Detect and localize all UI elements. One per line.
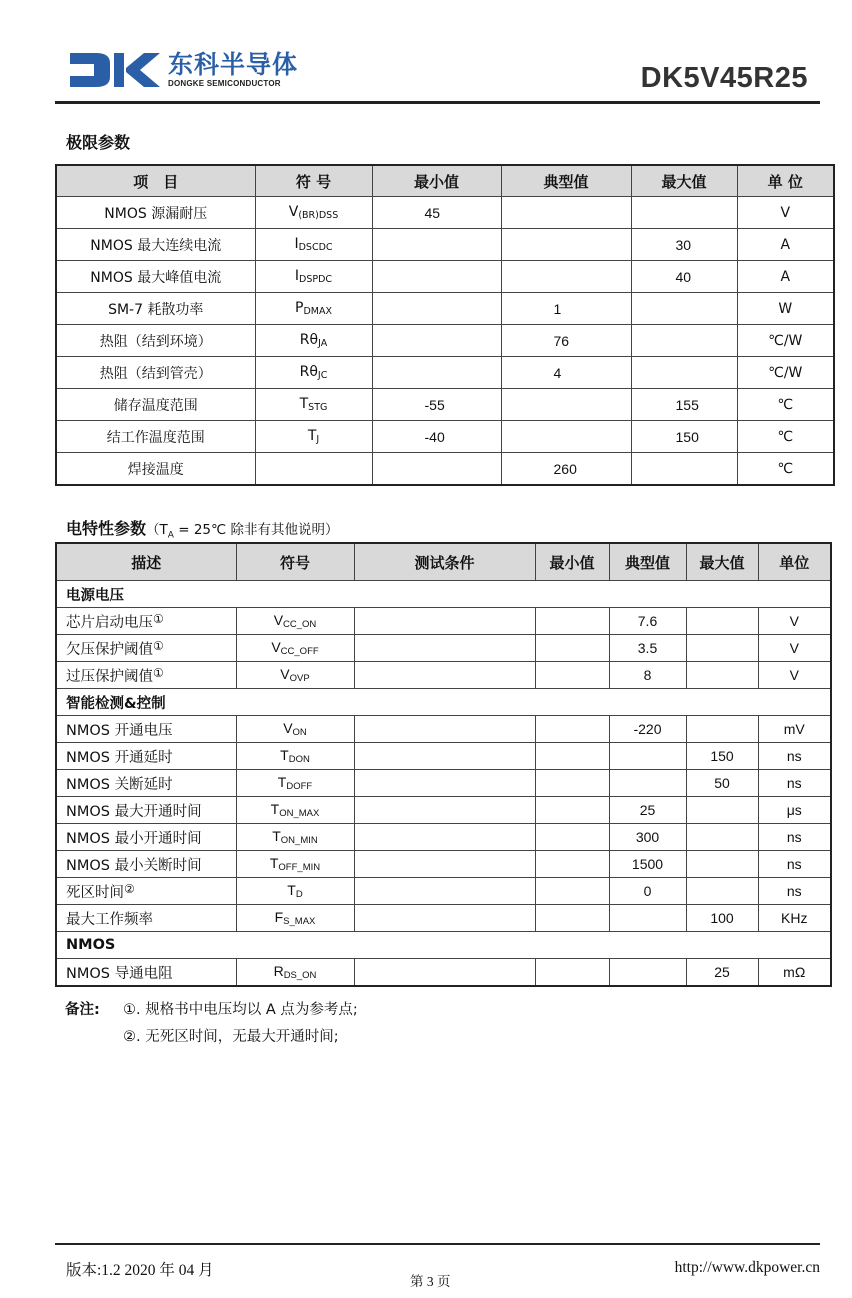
symbol-base: Rθ xyxy=(299,364,318,380)
abs-header-cell: 典型值 xyxy=(501,165,631,197)
symbol-subscript: DSPDC xyxy=(299,274,333,285)
abs-item-cell: 结工作温度范围 xyxy=(56,421,255,453)
logo-chinese-name: 东科半导体 xyxy=(168,50,299,79)
elec-desc-text: 过压保护阈值 xyxy=(66,668,153,685)
elec-symbol-cell xyxy=(236,959,354,987)
logo-english-name: DONGKE SEMICONDUCTOR xyxy=(168,79,281,88)
symbol-base: T xyxy=(272,828,281,844)
elec-table-row xyxy=(56,797,831,824)
elec-unit-cell: KHz xyxy=(758,905,831,932)
abs-item-cell: 焊接温度 xyxy=(56,453,255,486)
elec-table-row xyxy=(56,851,831,878)
elec-desc-text: NMOS 开通延时 xyxy=(66,749,173,766)
elec-desc-text: 最大工作频率 xyxy=(66,911,153,928)
abs-max-cell: 150 xyxy=(631,421,737,453)
elec-desc-text: NMOS 最小关断时间 xyxy=(66,857,202,874)
abs-min-cell: -40 xyxy=(372,421,501,453)
symbol-base: T xyxy=(287,882,296,898)
elec-typ-cell: 1500 xyxy=(609,851,686,878)
header-divider xyxy=(55,101,820,104)
elec-cond-cell xyxy=(354,608,535,635)
symbol-subscript: DS_ON xyxy=(283,970,317,981)
symbol-base: T xyxy=(280,747,289,763)
elec-desc-text: NMOS 最小开通时间 xyxy=(66,830,202,847)
elec-cond-cell xyxy=(354,905,535,932)
elec-max-cell xyxy=(686,608,758,635)
elec-desc-text: 欠压保护阈值 xyxy=(66,641,153,658)
abs-symbol-cell xyxy=(255,325,372,357)
symbol-subscript: ON_MAX xyxy=(279,808,320,819)
elec-title-text: 电特性参数 xyxy=(66,519,147,538)
elec-symbol-cell xyxy=(236,824,354,851)
elec-header-cell: 典型值 xyxy=(609,543,686,581)
symbol-base: Rθ xyxy=(299,332,319,348)
symbol-subscript: ON xyxy=(292,727,307,738)
elec-desc-cell xyxy=(56,824,236,851)
abs-min-cell xyxy=(372,261,501,293)
elec-unit-cell: ns xyxy=(758,851,831,878)
elec-group-label: 电源电压 xyxy=(56,581,831,608)
elec-symbol-cell xyxy=(236,878,354,905)
elec-min-cell xyxy=(535,635,609,662)
elec-symbol-cell xyxy=(236,770,354,797)
elec-symbol-cell xyxy=(236,608,354,635)
abs-max-cell: 30 xyxy=(631,229,737,261)
elec-table-row xyxy=(56,662,831,689)
abs-item-cell: NMOS 最大连续电流 xyxy=(56,229,255,261)
abs-symbol-cell xyxy=(255,229,372,261)
abs-typ-cell xyxy=(501,261,631,293)
elec-max-cell xyxy=(686,716,758,743)
abs-typ-cell xyxy=(501,389,631,421)
elec-max-cell xyxy=(686,635,758,662)
elec-cond-cell xyxy=(354,635,535,662)
elec-unit-cell: ns xyxy=(758,878,831,905)
symbol-base: I xyxy=(294,268,300,284)
elec-header-cell: 最小值 xyxy=(535,543,609,581)
elec-cond-cell xyxy=(354,878,535,905)
elec-table-row xyxy=(56,959,831,987)
abs-min-cell xyxy=(372,325,501,357)
footnote-marker: ① xyxy=(153,638,164,653)
abs-item-cell: NMOS 最大峰值电流 xyxy=(56,261,255,293)
notes-block xyxy=(65,995,358,1049)
elec-desc-text: NMOS 开通电压 xyxy=(66,722,173,739)
elec-desc-text: 芯片启动电压 xyxy=(66,614,153,631)
elec-symbol-cell xyxy=(236,743,354,770)
symbol-subscript: STG xyxy=(308,402,328,413)
symbol-subscript: ON_MIN xyxy=(280,835,318,846)
abs-unit-cell: ℃ xyxy=(737,453,834,486)
symbol-base: R xyxy=(273,963,284,979)
abs-max-cell xyxy=(631,325,737,357)
elec-char-table xyxy=(55,542,832,987)
symbol-subscript: J xyxy=(316,434,320,445)
abs-min-cell xyxy=(372,357,501,389)
elec-typ-cell: 3.5 xyxy=(609,635,686,662)
elec-unit-cell: ns xyxy=(758,824,831,851)
abs-table-row xyxy=(56,261,834,293)
elec-typ-cell: -220 xyxy=(609,716,686,743)
elec-cond-cell xyxy=(354,797,535,824)
elec-typ-cell: 25 xyxy=(609,797,686,824)
elec-typ-cell: 7.6 xyxy=(609,608,686,635)
abs-max-cell xyxy=(631,357,737,389)
symbol-base: T xyxy=(277,774,287,790)
symbol-base: V xyxy=(273,612,284,628)
elec-min-cell xyxy=(535,716,609,743)
elec-group-label: NMOS xyxy=(56,932,831,959)
abs-symbol-cell xyxy=(255,453,372,486)
abs-max-section-title: 极限参数 xyxy=(66,133,131,152)
elec-symbol-cell xyxy=(236,716,354,743)
symbol-base: V xyxy=(271,639,281,655)
abs-unit-cell: ℃ xyxy=(737,389,834,421)
elec-desc-text: NMOS 关断延时 xyxy=(66,776,173,793)
symbol-subscript: CC_OFF xyxy=(280,646,319,657)
elec-cond-cell xyxy=(354,851,535,878)
abs-table-row xyxy=(56,293,834,325)
elec-cond-cell xyxy=(354,770,535,797)
abs-header-cell: 项 目 xyxy=(56,165,255,197)
abs-unit-cell: A xyxy=(737,261,834,293)
elec-unit-cell: V xyxy=(758,662,831,689)
elec-min-cell xyxy=(535,851,609,878)
abs-header-cell: 最大值 xyxy=(631,165,737,197)
abs-max-cell: 155 xyxy=(631,389,737,421)
abs-header-cell: 最小值 xyxy=(372,165,501,197)
elec-symbol-cell xyxy=(236,905,354,932)
elec-table-row xyxy=(56,743,831,770)
elec-table-row xyxy=(56,824,831,851)
symbol-base: P xyxy=(295,300,304,316)
footnote-marker: ① xyxy=(153,611,164,626)
abs-item-cell: SM-7 耗散功率 xyxy=(56,293,255,325)
elec-desc-cell xyxy=(56,716,236,743)
elec-min-cell xyxy=(535,878,609,905)
footnote-marker: ② xyxy=(124,881,135,896)
abs-min-cell: 45 xyxy=(372,197,501,229)
symbol-subscript: OVP xyxy=(289,673,310,684)
elec-symbol-cell xyxy=(236,851,354,878)
abs-unit-cell: ℃/W xyxy=(737,325,834,357)
elec-group-label: 智能检测&控制 xyxy=(56,689,831,716)
abs-symbol-cell xyxy=(255,197,372,229)
elec-typ-cell xyxy=(609,743,686,770)
abs-symbol-cell xyxy=(255,389,372,421)
dk-logo-icon xyxy=(70,51,162,89)
elec-group-row xyxy=(56,581,831,608)
symbol-subscript: JA xyxy=(318,338,328,349)
abs-min-cell: -55 xyxy=(372,389,501,421)
abs-header-cell: 单 位 xyxy=(737,165,834,197)
elec-max-cell xyxy=(686,878,758,905)
symbol-subscript: (BR)DSS xyxy=(298,210,339,221)
abs-max-table xyxy=(55,164,835,486)
abs-header-cell: 符 号 xyxy=(255,165,372,197)
note-2: ②. 无死区时间，无最大开通时间; xyxy=(123,1029,339,1045)
abs-table-row xyxy=(56,325,834,357)
elec-max-cell xyxy=(686,824,758,851)
abs-symbol-cell xyxy=(255,421,372,453)
footer-page-number: 第 3 页 xyxy=(410,1274,451,1289)
symbol-base: T xyxy=(269,855,279,871)
elec-unit-cell: μs xyxy=(758,797,831,824)
symbol-base: V xyxy=(283,720,293,736)
elec-table-row xyxy=(56,878,831,905)
elec-desc-cell xyxy=(56,662,236,689)
elec-table-row xyxy=(56,905,831,932)
elec-typ-cell: 8 xyxy=(609,662,686,689)
symbol-base: V xyxy=(288,204,299,220)
symbol-subscript: DMAX xyxy=(303,306,332,317)
elec-max-cell: 150 xyxy=(686,743,758,770)
elec-unit-cell: V xyxy=(758,608,831,635)
abs-table-row xyxy=(56,389,834,421)
company-logo xyxy=(70,47,298,89)
symbol-base: T xyxy=(307,428,317,444)
abs-min-cell xyxy=(372,453,501,486)
abs-table-row xyxy=(56,357,834,389)
elec-desc-cell xyxy=(56,797,236,824)
symbol-base: I xyxy=(294,236,299,252)
elec-table-row xyxy=(56,770,831,797)
elec-min-cell xyxy=(535,905,609,932)
abs-unit-cell: ℃ xyxy=(737,421,834,453)
abs-max-cell xyxy=(631,293,737,325)
abs-item-cell: NMOS 源漏耐压 xyxy=(56,197,255,229)
elec-desc-text: NMOS 导通电阻 xyxy=(66,965,173,982)
abs-min-cell xyxy=(372,229,501,261)
elec-max-cell xyxy=(686,797,758,824)
footer-divider xyxy=(55,1243,820,1245)
symbol-subscript: D xyxy=(295,889,303,900)
elec-desc-text: NMOS 最大开通时间 xyxy=(66,803,202,820)
elec-header-cell: 测试条件 xyxy=(354,543,535,581)
elec-desc-text: 死区时间 xyxy=(66,884,124,901)
abs-unit-cell: V xyxy=(737,197,834,229)
abs-table-row xyxy=(56,421,834,453)
elec-typ-cell: 0 xyxy=(609,878,686,905)
symbol-base: T xyxy=(299,396,309,412)
abs-table-row xyxy=(56,453,834,486)
elec-symbol-cell xyxy=(236,797,354,824)
abs-max-cell xyxy=(631,197,737,229)
abs-typ-cell xyxy=(501,421,631,453)
elec-unit-cell: ns xyxy=(758,743,831,770)
elec-cond-cell xyxy=(354,743,535,770)
elec-desc-cell xyxy=(56,878,236,905)
elec-min-cell xyxy=(535,959,609,987)
symbol-subscript: S_MAX xyxy=(283,916,316,927)
footer-version: 版本:1.2 2020 年 04 月 xyxy=(66,1262,214,1279)
notes-label: 备注: xyxy=(65,1002,100,1018)
elec-unit-cell: V xyxy=(758,635,831,662)
elec-min-cell xyxy=(535,662,609,689)
abs-typ-cell xyxy=(501,229,631,261)
elec-cond-cell xyxy=(354,959,535,987)
symbol-subscript: DSCDC xyxy=(298,242,333,253)
symbol-base: T xyxy=(270,801,280,817)
elec-max-cell: 25 xyxy=(686,959,758,987)
elec-header-cell: 单位 xyxy=(758,543,831,581)
elec-min-cell xyxy=(535,770,609,797)
elec-max-cell: 50 xyxy=(686,770,758,797)
elec-header-cell: 最大值 xyxy=(686,543,758,581)
abs-symbol-cell xyxy=(255,357,372,389)
elec-desc-cell xyxy=(56,851,236,878)
abs-typ-cell: 4 xyxy=(501,357,631,389)
elec-unit-cell: mΩ xyxy=(758,959,831,987)
abs-typ-cell xyxy=(501,197,631,229)
symbol-base: V xyxy=(280,666,290,682)
elec-min-cell xyxy=(535,824,609,851)
abs-typ-cell: 76 xyxy=(501,325,631,357)
elec-typ-cell xyxy=(609,770,686,797)
elec-header-cell: 符号 xyxy=(236,543,354,581)
elec-section-title xyxy=(66,516,338,541)
abs-symbol-cell xyxy=(255,293,372,325)
elec-min-cell xyxy=(535,743,609,770)
elec-typ-cell: 300 xyxy=(609,824,686,851)
elec-table-row xyxy=(56,716,831,743)
elec-cond-cell xyxy=(354,824,535,851)
symbol-subscript: DON xyxy=(288,754,310,765)
symbol-subscript: JC xyxy=(317,370,328,381)
elec-max-cell xyxy=(686,851,758,878)
note-1: ①. 规格书中电压均以 A 点为参考点; xyxy=(123,1002,358,1018)
abs-typ-cell: 1 xyxy=(501,293,631,325)
document-part-number: DK5V45R25 xyxy=(640,62,808,94)
elec-cond-cell xyxy=(354,716,535,743)
elec-typ-cell xyxy=(609,959,686,987)
abs-typ-cell: 260 xyxy=(501,453,631,486)
elec-header-cell: 描述 xyxy=(56,543,236,581)
abs-symbol-cell xyxy=(255,261,372,293)
elec-max-cell xyxy=(686,662,758,689)
abs-item-cell: 热阻（结到管壳） xyxy=(56,357,255,389)
elec-typ-cell xyxy=(609,905,686,932)
abs-unit-cell: A xyxy=(737,229,834,261)
footnote-marker: ① xyxy=(153,665,164,680)
abs-max-cell xyxy=(631,453,737,486)
elec-table-row xyxy=(56,635,831,662)
abs-item-cell: 热阻（结到环境） xyxy=(56,325,255,357)
elec-symbol-cell xyxy=(236,635,354,662)
elec-max-cell: 100 xyxy=(686,905,758,932)
symbol-subscript: DOFF xyxy=(286,781,313,792)
elec-table-row xyxy=(56,608,831,635)
elec-cond-cell xyxy=(354,662,535,689)
symbol-subscript: CC_ON xyxy=(283,619,317,630)
elec-desc-cell xyxy=(56,959,236,987)
elec-desc-cell xyxy=(56,905,236,932)
elec-symbol-cell xyxy=(236,662,354,689)
elec-group-row xyxy=(56,689,831,716)
abs-table-row xyxy=(56,197,834,229)
abs-unit-cell: W xyxy=(737,293,834,325)
footer-url[interactable]: http://www.dkpower.cn xyxy=(674,1259,820,1276)
elec-condition: （$T_A$ = 25℃ 除非有其他说明） xyxy=(146,522,339,541)
elec-unit-cell: mV xyxy=(758,716,831,743)
abs-min-cell xyxy=(372,293,501,325)
elec-desc-cell xyxy=(56,608,236,635)
elec-desc-cell xyxy=(56,743,236,770)
elec-min-cell xyxy=(535,797,609,824)
elec-desc-cell xyxy=(56,770,236,797)
abs-table-row xyxy=(56,229,834,261)
symbol-subscript: OFF_MIN xyxy=(278,862,321,873)
abs-max-cell: 40 xyxy=(631,261,737,293)
elec-group-row xyxy=(56,932,831,959)
elec-desc-cell xyxy=(56,635,236,662)
elec-unit-cell: ns xyxy=(758,770,831,797)
abs-unit-cell: ℃/W xyxy=(737,357,834,389)
symbol-base: F xyxy=(274,909,284,925)
abs-item-cell: 储存温度范围 xyxy=(56,389,255,421)
elec-min-cell xyxy=(535,608,609,635)
